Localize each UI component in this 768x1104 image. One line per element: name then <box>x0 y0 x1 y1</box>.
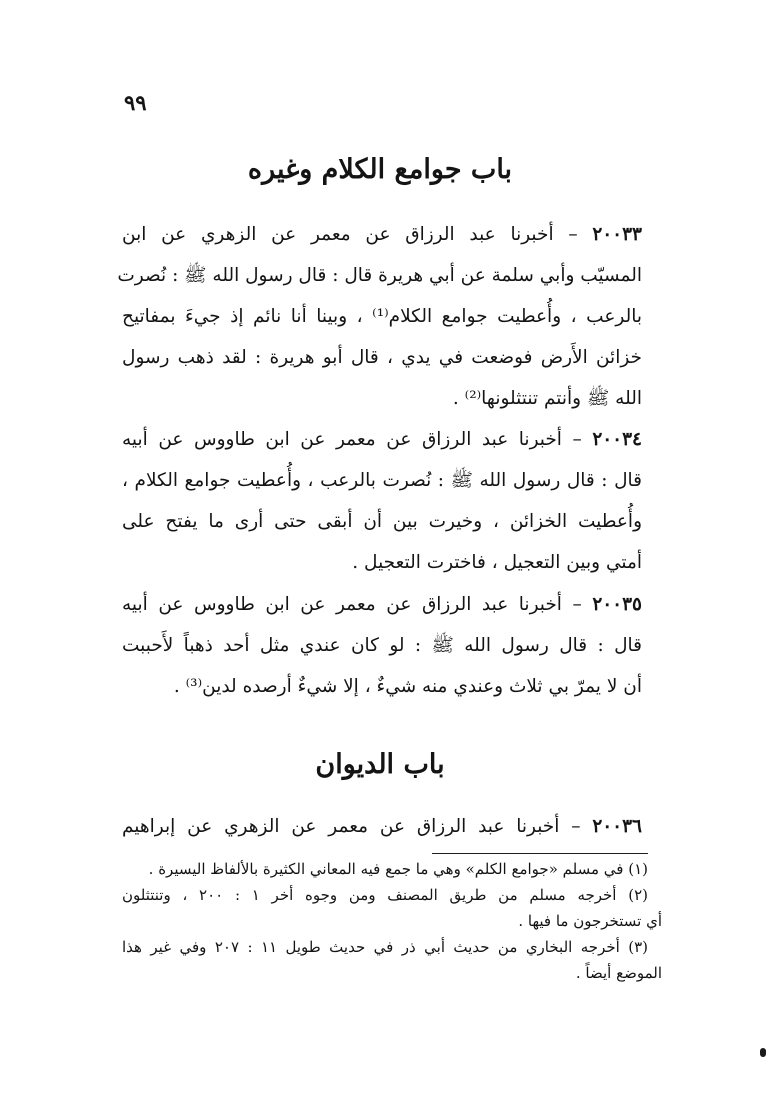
hadith-line: خزائن الأَرض فوضعت في يدي ، قال أبو هريرة : لقد ذهب رسول <box>122 347 642 368</box>
hadith-line: وأُعطيت الخزائن ، وخيرت بين أن أبقى حتى أرى ما يفتح على <box>122 511 642 532</box>
hadith-20034 <box>122 419 642 583</box>
hadith-line: أن لا يمرّ بي ثلاث وعندي منه شيءٌ ، إلا شيءٌ أرصده لدين⁽³⁾ . <box>173 676 642 697</box>
hadith-line: بالرعب ، وأُعطيت جوامع الكلام⁽¹⁾ ، وبينا أنا نائم إذ جيءَ بمفاتيح <box>122 306 642 327</box>
hadith-20036 <box>122 806 642 847</box>
chapter-title-diwan: باب الديوان <box>315 749 445 780</box>
hadith-text: – أخبرنا عبد الرزاق عن معمر عن الزهري عن إبراهيم <box>122 816 581 837</box>
hadith-number: ٢٠٠٣٦ <box>592 816 642 837</box>
chapter-title-comprehensive-speech: باب جوامع الكلام وغيره <box>247 154 513 185</box>
hadith-20035 <box>122 584 642 707</box>
hadith-line <box>122 214 642 255</box>
hadith-text: – أخبرنا عبد الرزاق عن معمر عن الزهري عن ابن <box>122 224 578 245</box>
hadith-line: أمتي وبين التعجيل ، فاخترت التعجيل . <box>352 552 642 573</box>
hadith-20033 <box>117 214 642 419</box>
page-edge-mark <box>760 1048 766 1057</box>
footnote-2-continuation: أي تستخرجون ما فيها . <box>518 912 662 930</box>
hadith-line: الله ﷺ وأنتم تنتثلونها⁽²⁾ . <box>452 388 642 409</box>
hadith-line: قال : قال رسول الله ﷺ : لو كان عندي مثل أحد ذهباً لأَحببت <box>122 635 642 656</box>
footnote-3: (٣) أخرجه البخاري من حديث أبي ذر في حديث طويل ١١ : ٢٠٧ وفي غير هذا <box>122 938 648 956</box>
footnote-3-continuation: الموضع أيضاً . <box>575 964 662 982</box>
hadith-number: ٢٠٠٣٤ <box>592 429 642 450</box>
hadith-line: قال : قال رسول الله ﷺ : نُصرت بالرعب ، وأُعطيت جوامع الكلام ، <box>122 470 642 491</box>
footnote-1: (١) في مسلم «جوامع الكلم» وهي ما جمع فيه المعاني الكثيرة بالألفاظ اليسيرة . <box>148 860 648 878</box>
hadith-line: المسيّب وأبي سلمة عن أبي هريرة قال : قال رسول الله ﷺ : نُصرت <box>117 265 642 286</box>
hadith-line <box>122 584 642 625</box>
hadith-line <box>122 806 642 847</box>
page-number: ٩٩ <box>124 90 147 115</box>
footnote-2: (٢) أخرجه مسلم من طريق المصنف ومن وجوه أخر ١ : ٢٠٠ ، وتنتثلون <box>122 886 648 904</box>
hadith-number: ٢٠٠٣٥ <box>592 594 642 615</box>
hadith-text: – أخبرنا عبد الرزاق عن معمر عن ابن طاووس عن أبيه <box>122 594 582 615</box>
hadith-line <box>122 419 642 460</box>
hadith-number: ٢٠٠٣٣ <box>592 224 642 245</box>
hadith-text: – أخبرنا عبد الرزاق عن معمر عن ابن طاووس عن أبيه <box>122 429 582 450</box>
footnotes <box>122 852 662 986</box>
